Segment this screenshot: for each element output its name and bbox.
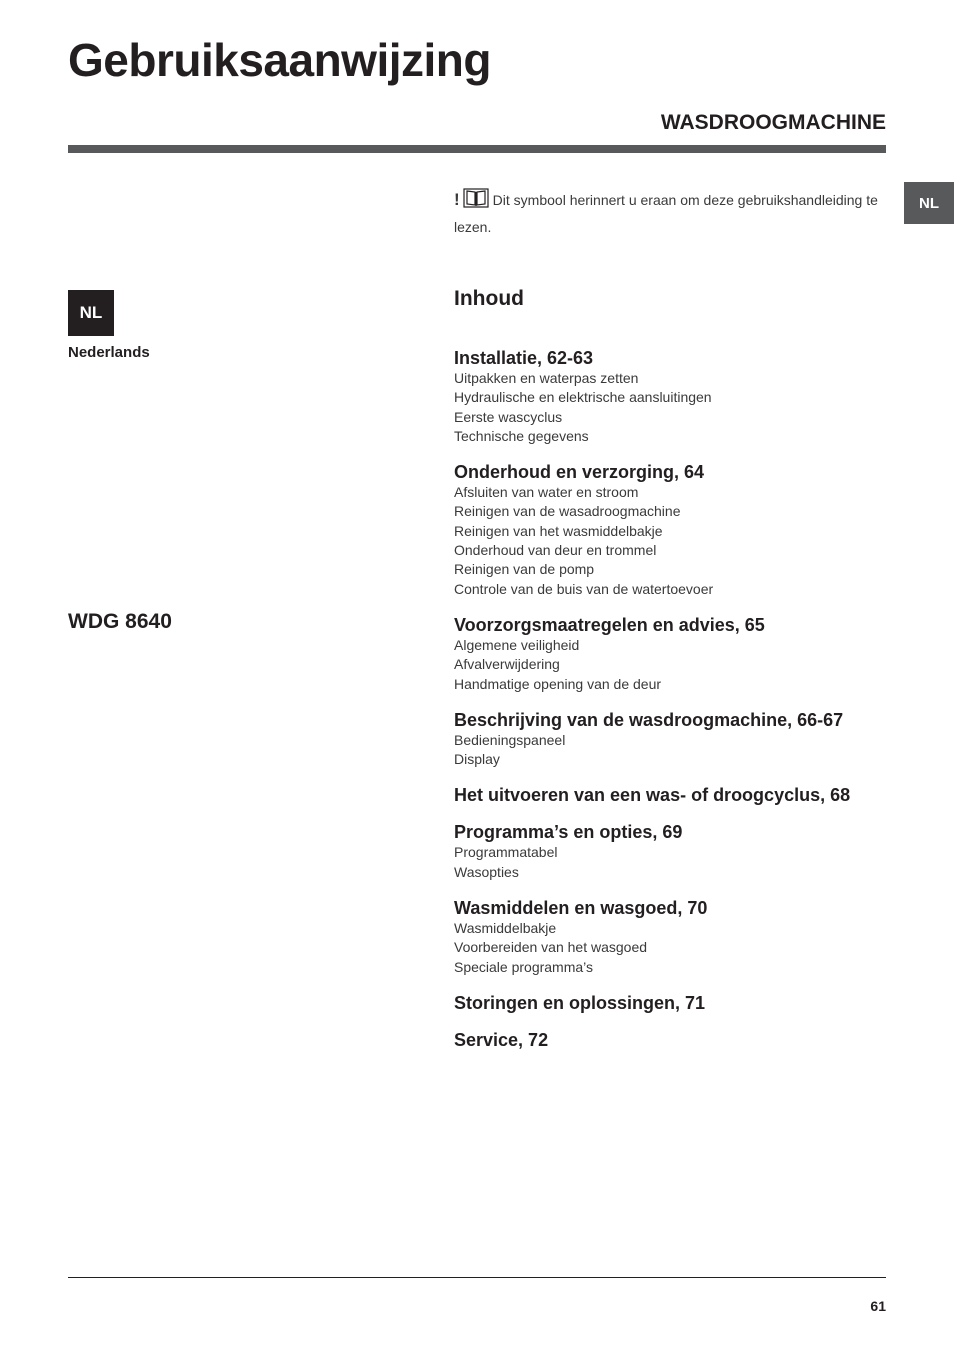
toc-section-heading: Het uitvoeren van een was- of droogcyclus, 68 [454, 785, 851, 806]
toc-section-heading: Voorzorgsmaatregelen en advies, 65 [454, 614, 765, 635]
toc-section-heading: Programma’s en opties, 69 [454, 822, 683, 843]
language-badge: NL [68, 290, 114, 336]
toc-item-list [454, 369, 894, 446]
toc-item: Controle van de buis van de watertoevoer [454, 580, 714, 597]
toc-item-list [454, 731, 894, 770]
toc-item: Reinigen van de pomp [454, 561, 595, 578]
toc-item: Voorbereiden van het wasgoed [454, 939, 648, 956]
toc-item: Bedieningspaneel [454, 731, 566, 748]
toc-item: Reinigen van het wasmiddelbakje [454, 522, 663, 539]
toc-item-list [454, 636, 894, 694]
toc-section [454, 897, 894, 977]
toc-section [454, 992, 894, 1014]
toc-item-list [454, 919, 894, 977]
model-number: WDG 8640 [68, 610, 172, 633]
toc-item: Wasmiddelbakje [454, 920, 557, 937]
product-type: WASDROOGMACHINE [660, 111, 886, 134]
toc-item: Reinigen van de wasadroogmachine [454, 503, 681, 520]
toc-section [454, 784, 894, 806]
page-title: Gebruiksaanwijzing [68, 34, 491, 86]
toc-item-list [454, 843, 894, 882]
toc-section-heading: Installatie, 62-63 [454, 348, 594, 368]
header-rule [68, 145, 886, 153]
toc-section-heading: Onderhoud en verzorging, 64 [454, 462, 705, 483]
toc-item: Display [454, 751, 500, 768]
toc-item-list [454, 483, 894, 599]
toc-item: Afvalverwijdering [454, 656, 560, 673]
note-text: Dit symbool herinnert u eraan om deze gebruikshandleiding te lezen. [454, 192, 878, 235]
read-manual-note [454, 186, 890, 241]
toc-section-heading: Service, 72 [454, 1029, 549, 1050]
toc-item: Onderhoud van deur en trommel [454, 542, 657, 559]
toc-section [454, 709, 894, 770]
toc-item: Algemene veiligheid [454, 636, 580, 653]
toc-section [454, 347, 894, 446]
toc-item: Technische gegevens [454, 427, 589, 444]
toc-item: Uitpakken en waterpas zetten [454, 370, 639, 386]
toc-section-heading: Storingen en oplossingen, 71 [454, 992, 706, 1013]
toc-section [454, 461, 894, 599]
toc-item: Hydraulische en elektrische aansluitingen [454, 389, 712, 406]
book-icon [463, 188, 489, 208]
toc-section [454, 1029, 894, 1051]
toc-item: Handmatige opening van de deur [454, 675, 662, 692]
toc-item: Speciale programma’s [454, 958, 594, 975]
toc-item: Wasopties [454, 863, 519, 880]
toc-item: Afsluiten van water en stroom [454, 484, 639, 501]
toc-item: Programmatabel [454, 844, 558, 861]
toc-title: Inhoud [454, 287, 524, 310]
toc-section [454, 821, 894, 882]
footer-rule [68, 1277, 886, 1278]
language-side-tab: NL [904, 182, 954, 224]
language-name: Nederlands [68, 344, 150, 361]
toc-section-heading: Wasmiddelen en wasgoed, 70 [454, 898, 708, 919]
exclamation-mark: ! [454, 190, 460, 209]
toc-item: Eerste wascyclus [454, 408, 563, 425]
toc-section-heading: Beschrijving van de wasdroogmachine, 66-67 [454, 709, 844, 730]
table-of-contents [454, 347, 894, 1066]
page-number: 61 [870, 1298, 886, 1314]
toc-section [454, 614, 894, 694]
